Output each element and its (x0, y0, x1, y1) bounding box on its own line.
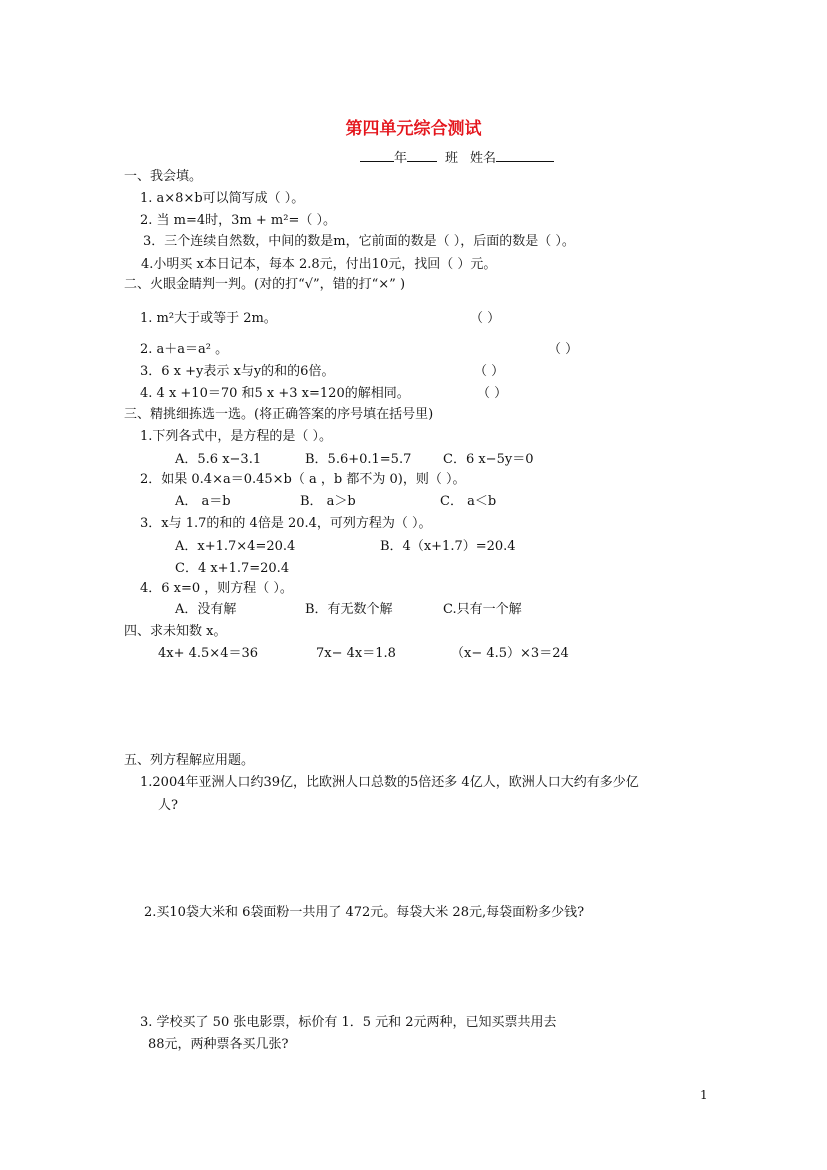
equation-2: 7x− 4x＝1.8 (316, 646, 396, 661)
s3-q4-option-b: B．有无数个解 (305, 602, 393, 617)
section-2-heading: 二、火眼金睛判一判。(对的打“√”，错的打“×” ) (124, 277, 406, 292)
page-number: 1 (700, 1088, 708, 1102)
year-blank (360, 148, 394, 162)
s2-question-1-answer-paren: （ ） (470, 311, 501, 326)
s5-question-3-line-2: 88元，两种票各买几张? (148, 1037, 289, 1052)
s2-question-4-answer-paren: （ ） (477, 386, 508, 401)
s5-question-2: 2.买10袋大米和 6袋面粉一共用了 472元。每袋大米 28元,每袋面粉多少钱? (144, 905, 585, 920)
s2-question-2: 2. a＋a＝a² 。 (140, 342, 229, 357)
s3-q4-option-c: C.只有一个解 (443, 602, 522, 617)
s5-question-1-line-2: 人? (158, 798, 178, 813)
s1-question-1: 1. a×8×b可以简写成（ ）。 (140, 191, 305, 206)
s2-question-3: 3．6 x +y表示 x与y的和的6倍。 (140, 364, 335, 379)
s3-question-4: 4．6 x=0 ，则方程（ ）。 (140, 581, 293, 596)
section-4-heading: 四、求未知数 x。 (124, 624, 227, 639)
s3-q1-option-c: C．6 x−5y＝0 (443, 452, 534, 467)
s2-question-2-answer-paren: （ ） (548, 342, 579, 357)
s3-q2-option-a: A． a＝b (175, 494, 231, 509)
class-label: 班 (445, 151, 459, 166)
s5-question-3-line-1: 3. 学校买了 50 张电影票，标价有 1．5 元和 2元两种，已知买票共用去 (140, 1015, 557, 1030)
s3-question-1: 1.下列各式中，是方程的是（ ）。 (140, 429, 333, 444)
s2-question-1: 1. m²大于或等于 2m。 (140, 311, 277, 326)
s1-question-3: 3．三个连续自然数，中间的数是m，它前面的数是（ ），后面的数是（ ）。 (143, 234, 575, 249)
class-blank (407, 148, 437, 162)
section-1-heading: 一、我会填。 (124, 169, 203, 184)
s2-question-3-answer-paren: （ ） (474, 364, 505, 379)
s3-q2-option-b: B． a＞b (300, 494, 356, 509)
s1-question-2: 2. 当 m=4时，3m + m²=（ ）。 (140, 213, 336, 228)
s3-q1-option-a: A．5.6 x−3.1 (175, 452, 262, 467)
s2-question-4: 4. 4 x +10＝70 和5 x +3 x=120的解相同。 (140, 386, 410, 401)
section-3-heading: 三、精挑细拣选一选。(将正确答案的序号填在括号里) (124, 407, 434, 422)
s3-q1-option-b: B．5.6+0.1=5.7 (305, 452, 412, 467)
s3-question-2: 2．如果 0.4×a＝0.45×b（ a ，b 都不为 0)，则（ ）。 (140, 472, 466, 487)
section-5-heading: 五、列方程解应用题。 (124, 753, 255, 768)
page-title: 第四单元综合测试 (345, 119, 482, 139)
s3-q4-option-a: A．没有解 (175, 602, 237, 617)
s3-q3-option-a: A．x+1.7×4=20.4 (175, 539, 296, 554)
s3-q3-option-b: B．4（x+1.7）=20.4 (380, 539, 516, 554)
name-label: 姓名 (470, 151, 497, 166)
s1-question-4: 4.小明买 x本日记本，每本 2.8元，付出10元，找回（ ）元。 (141, 257, 497, 272)
year-label: 年 (394, 151, 408, 166)
equation-1: 4x+ 4.5×4＝36 (158, 646, 259, 661)
equation-3: （x− 4.5）×3＝24 (451, 646, 569, 661)
student-info-line (360, 148, 554, 167)
s3-question-3: 3．x与 1.7的和的 4倍是 20.4，可列方程为（ ）。 (140, 516, 432, 531)
s3-q2-option-c: C． a＜b (440, 494, 497, 509)
s5-question-1-line-1: 1.2004年亚洲人口约39亿，比欧洲人口总数的5倍还多 4亿人，欧洲人口大约有多少亿 (140, 775, 639, 790)
name-blank (496, 148, 554, 162)
s3-q3-option-c: C．4 x+1.7=20.4 (175, 561, 290, 576)
